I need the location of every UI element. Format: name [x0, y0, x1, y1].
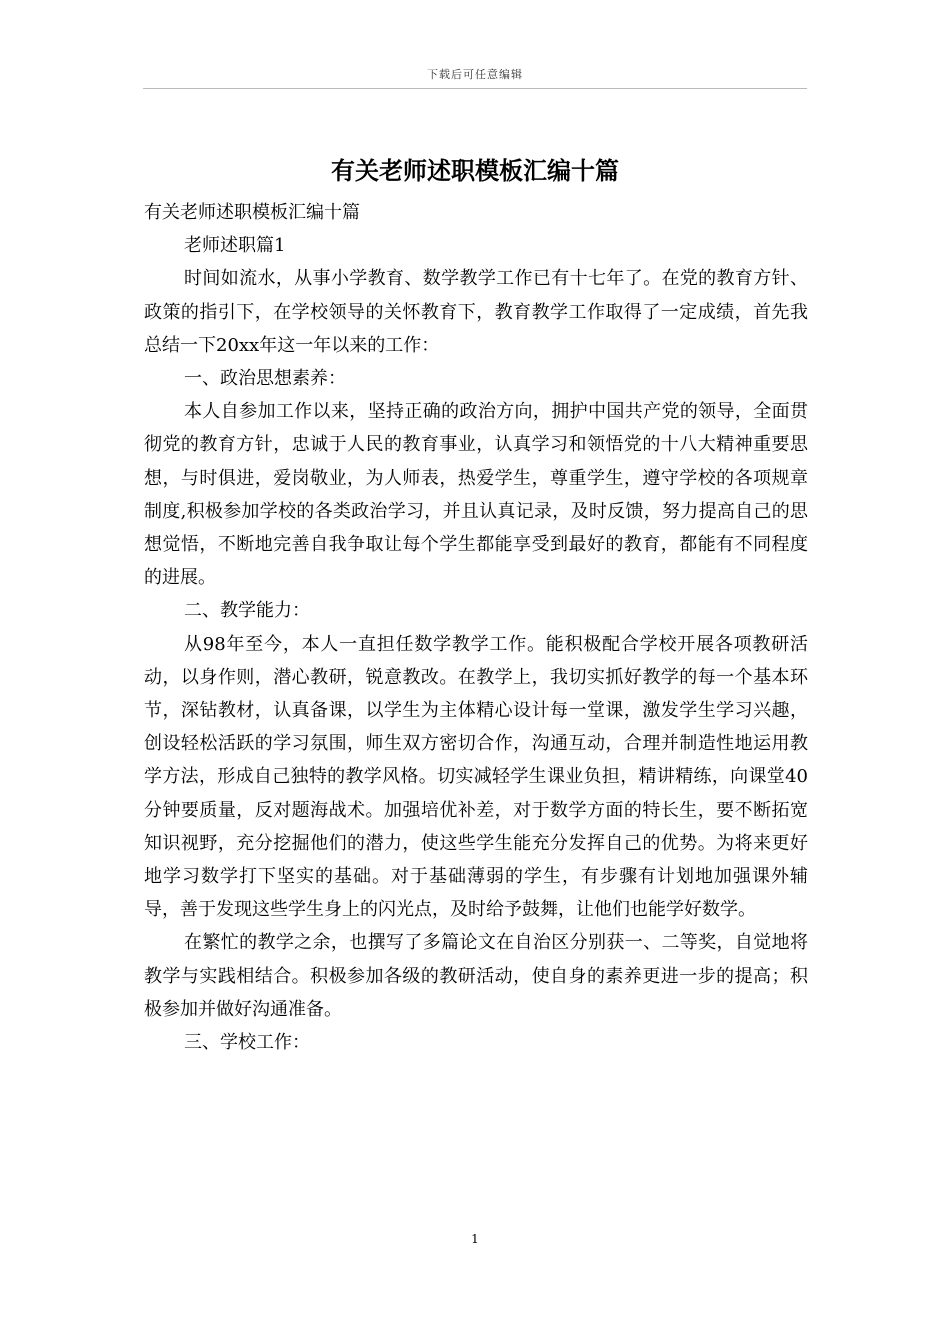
document-title: 有关老师述职模板汇编十篇 — [331, 156, 619, 185]
subtitle-paragraph: 有关老师述职模板汇编十篇 — [144, 202, 360, 223]
body-paragraph: 本人自参加工作以来，坚持正确的政治方向，拥护中国共产党的领导，全面贯彻党的教育方针，忠诚于人民的教育事业，认真学习和领悟党的十八大精神重要思想，与时俱进，爱岗敬业，为人师表，热爱学生，尊重学生，遵守学校的各项规章制度,积极参加学校的各类政治学习，并且认真记录，及时反馈，努力提高自己的思想觉悟，不断地完善自我争取让每个学生都能享受到最好的教育，都能有不同程度的进展。 — [144, 401, 808, 589]
page-number: 1 — [471, 1232, 479, 1246]
page-header: 下载后可任意编辑 — [427, 68, 523, 81]
header-divider — [143, 88, 807, 89]
document-body — [144, 196, 808, 1059]
body-paragraph: 从98年至今，本人一直担任数学教学工作。能积极配合学校开展各项教研活动，以身作则，潜心教研，锐意教改。在教学上，我切实抓好教学的每一个基本环节，深钻教材，认真备课，以学生为主体精心设计每一堂课，激发学生学习兴趣，创设轻松活跃的学习氛围，师生双方密切合作，沟通互动，合理并制造性地运用教学方法，形成自己独特的教学风格。切实减轻学生课业负担，精讲精练，向课堂40分钟要质量，反对题海战术。加强培优补差，对于数学方面的特长生，要不断拓宽知识视野，充分挖掘他们的潜力，使这些学生能充分发挥自己的优势。为将来更好地学习数学打下坚实的基础。对于基础薄弱的学生，有步骤有计划地加强课外辅导，善于发现这些学生身上的闪光点，及时给予鼓舞，让他们也能学好数学。 — [144, 633, 808, 921]
body-paragraph: 在繁忙的教学之余，也撰写了多篇论文在自治区分别获一、二等奖，自觉地将教学与实践相结合。积极参加各级的教研活动，使自身的素养更进一步的提高；积极参加并做好沟通准备。 — [144, 932, 808, 1020]
section-heading: 二、教学能力： — [184, 600, 310, 622]
body-paragraph: 时间如流水，从事小学教育、数学教学工作已有十七年了。在党的教育方针、政策的指引下，在学校领导的关怀教育下，教育教学工作取得了一定成绩，首先我总结一下20xx年这一年以来的工作： — [144, 268, 808, 356]
section-heading: 一、政治思想素养： — [184, 368, 346, 390]
section-heading: 三、学校工作： — [184, 1032, 310, 1054]
section-heading: 老师述职篇1 — [184, 235, 286, 257]
